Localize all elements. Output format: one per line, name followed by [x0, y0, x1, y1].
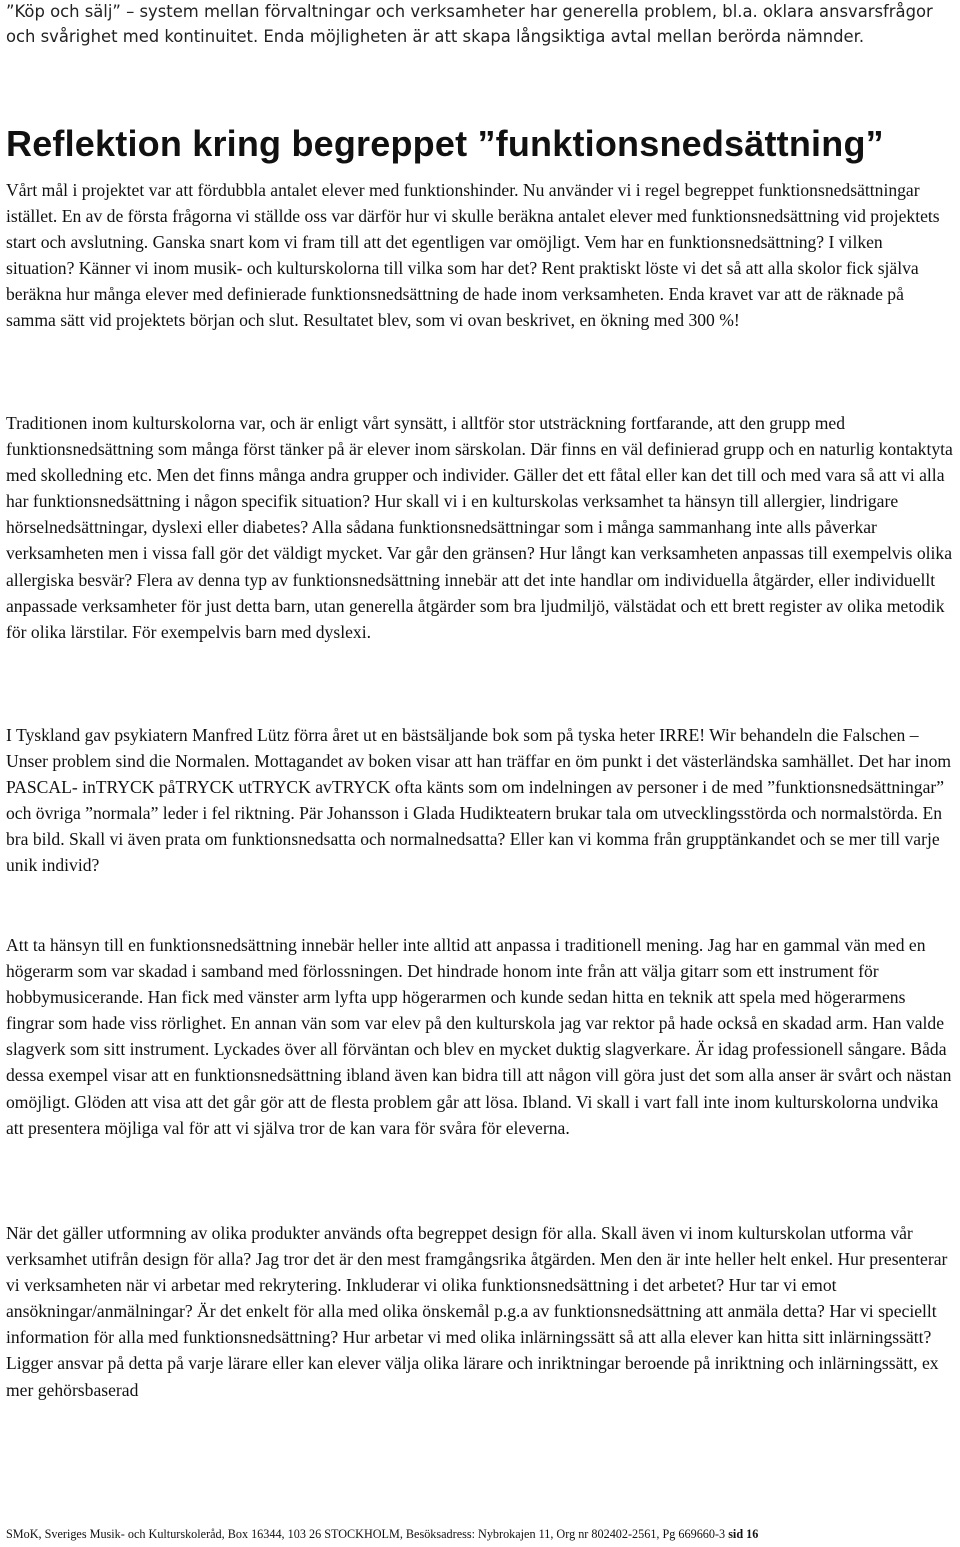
- section-heading: Reflektion kring begreppet ”funktionsnedsättning”: [6, 123, 884, 164]
- page-footer: [6, 1526, 954, 1542]
- body-paragraph-3: I Tyskland gav psykiatern Manfred Lütz förra året ut en bästsäljande bok som på tyska heter IRRE! Wir behandeln die Falschen – Unser problem sind die Normalen. Mottagandet av boken visar att han träffar en öm punkt i det västerländska samhället. Det har inom PASCAL- inTRYCK påTRYCK utTRYCK avTRYCK ofta känts som om indelningen av personer i de med ”funktionsnedsättningar” och övriga ”normala” leder i fel riktning. Pär Johansson i Glada Hudikteatern brukar tala om utvecklingsstörda och normalstörda. En bra bild. Skall vi även prata om funktionsnedsatta och normalnedsatta? Eller kan vi komma från grupptänkandet och se mer till varje unik individ?: [6, 725, 952, 876]
- body-paragraph-5: När det gäller utformning av olika produkter används ofta begreppet design för alla. Skall även vi inom kulturskolan utforma vår verksamhet utifrån design för alla? Jag tror det är den mest framgångsrika åtgärden. Men den är inte heller helt enkel. Hur presenterar vi verksamheten när vi arbetar med rekrytering. Inkluderar vi olika funktionsnedsättning i det arbetet? Hur tar vi emot ansökningar/anmälningar? Är det enkelt för alla med olika önskemål p.g.a av funktionsnedsättning att anmäla detta? Har vi speciellt information för alla med funktionsnedsättning? Hur arbetar vi med olika inlärningssätt så att alla elever kan hitta sitt inlärningssätt? Ligger ansvar på detta på varje lärare eller kan elever välja olika lärare och inriktningar beroende på inriktning och inlärningssätt, ex mer gehörsbaserad: [6, 1223, 948, 1400]
- intro-paragraph: ”Köp och sälj” – system mellan förvaltningar och verksamheter har generella problem, bl.a. oklara ansvarsfrågor och svårighet med kontinuitet. Enda möjligheten är att skapa långsiktiga avtal mellan berörda nämnder.: [6, 2, 933, 46]
- body-paragraph-1: Vårt mål i projektet var att fördubbla antalet elever med funktionshinder. Nu använder vi i regel begreppet funktionsnedsättningar istället. En av de första frågorna vi ställde oss var därför hur vi skulle beräkna antalet elever med funktionsnedsättning vid projektets start och avslutning. Ganska snart kom vi fram till att det egentligen var omöjligt. Vem har en funktionsnedsättning? I vilken situation? Känner vi inom musik- och kulturskolorna till vilka som har det? Rent praktiskt löste vi det så att alla skolor fick själva beräkna hur många elever med definierade funktionsnedsättning de hade inom verksamheten. Enda kravet var att de räknade på samma sätt vid projektets början och slut. Resultatet blev, som vi ovan beskrivet, en ökning med 300 %!: [6, 180, 940, 331]
- footer-address: SMoK, Sveriges Musik- och Kulturskoleråd, Box 16344, 103 26 STOCKHOLM, Besöksadress: Nybrokajen 11, Org nr 802402-2561, Pg 669660-3: [6, 1527, 726, 1541]
- page-number: sid 16: [728, 1527, 759, 1541]
- body-paragraph-2: Traditionen inom kulturskolorna var, och är enligt vårt synsätt, i alltför stor utsträckning fortfarande, att den grupp med funktionsnedsättning som många först tänker på är elever inom särskolan. Där finns en väl definierad grupp och en naturlig kontaktyta med skolledning etc. Men det finns många andra grupper och individer. Gäller det ett fåtal eller kan det till och med vara så att vi alla har funktionsnedsättning i någon specifik situation? Hur skall vi i en kulturskolas verksamhet ta hänsyn till allergier, lindrigare hörselnedsättningar, dyslexi eller diabetes? Alla sådana funktionsnedsättningar som i många sammanhang inte alls påverkar verksamheten men i vissa fall gör det väldigt mycket. Var går den gränsen? Hur långt kan verksamheten anpassas till exempelvis olika allergiska besvär? Flera av denna typ av funktionsnedsättning innebär att det inte handlar om individuella åtgärder, eller individuellt anpassade verksamheter för just detta barn, utan generella åtgärder som bra ljudmiljö, välstädat och ett brett register av olika metodik för olika lärstilar. För exempelvis barn med dyslexi.: [6, 413, 953, 642]
- body-paragraph-4: Att ta hänsyn till en funktionsnedsättning innebär heller inte alltid att anpassa i traditionell mening. Jag har en gammal vän med en högerarm som var skadad i samband med förlossningen. Det hindrade honom inte från att välja gitarr som ett instrument för hobbymusicerande. Han fick med vänster arm lyfta upp högerarmen och kunde sedan hitta en teknik att spela med högerarmens fingrar som hade viss rörlighet. En annan vän som var elev på den kulturskola jag var rektor på hade också en skadad arm. Han valde slagverk som sitt instrument. Lyckades över all förväntan och blev en mycket duktig slagverkare. Är idag professionell sångare. Båda dessa exempel visar att en funktionsnedsättning ibland även kan bidra till att någon vill göra just det som alla anser är svårt och nästan omöjligt. Glöden att visa att det går gör att de flesta problem går att lösa. Ibland. Vi skall i vart fall inte inom kulturskolorna undvika att presentera möjliga val för att vi själva tror de kan vara för svåra för eleverna.: [6, 935, 952, 1138]
